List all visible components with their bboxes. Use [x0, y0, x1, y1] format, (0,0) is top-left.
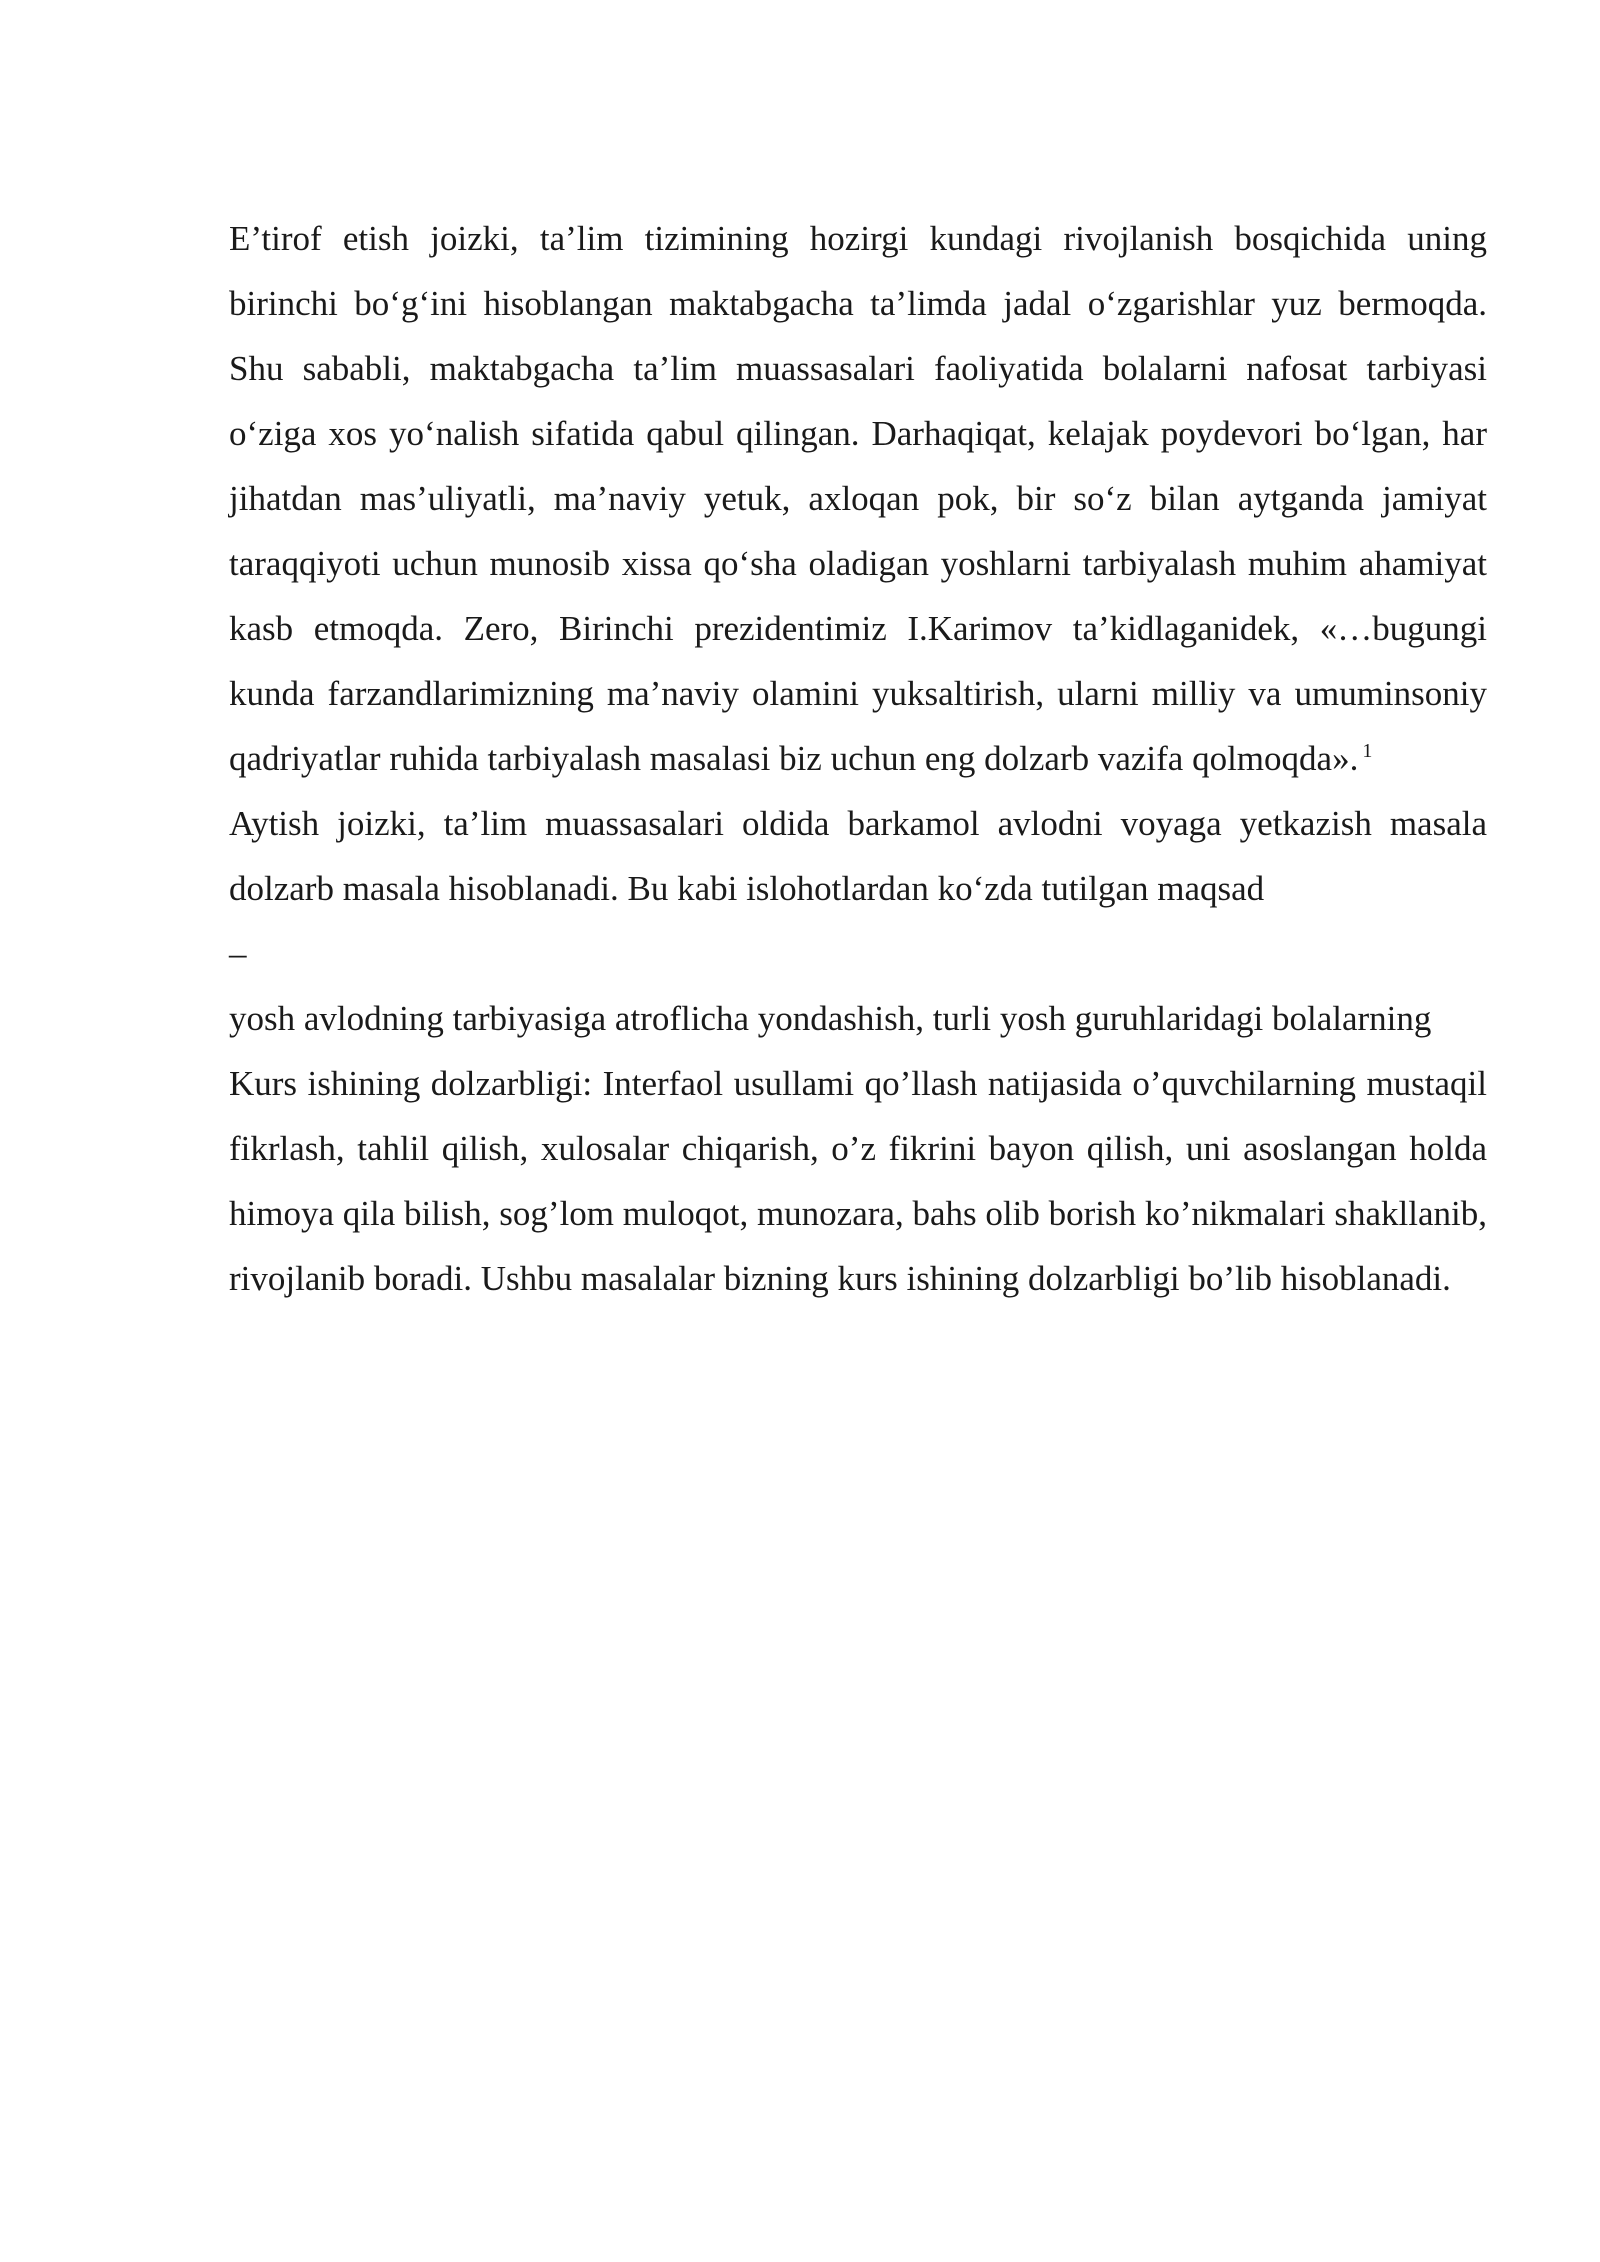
- paragraph-approach-text: yosh avlodning tarbiyasiga atroflicha yondashish, turli yosh guruhlaridagi bolalarning: [229, 999, 1432, 1038]
- paragraph-relevance: [229, 1051, 1487, 1311]
- paragraph-introduction-text: E’tirof etish joizki, ta’lim tizimining hozirgi kundagi rivojlanish bosqichida uning birinchi bo‘g‘ini hisoblangan maktabgacha ta’limda jadal o‘zgarishlar yuz bermoqda. Shu sababli, maktabgacha ta’lim muassasalari faoliyatida bolalarni nafosat tarbiyasi o‘ziga xos yo‘nalish sifatida qabul qilingan. Darhaqiqat, kelajak poydevori bo‘lgan, har jihatdan mas’uliyatli, ma’naviy yetuk, axloqan pok, bir so‘z bilan aytganda jamiyat taraqqiyoti uchun munosib xissa qo‘sha oladigan yoshlarni tarbiyalash muhim ahamiyat kasb etmoqda. Zero, Birinchi prezidentimiz I.Karimov ta’kidlaganidek, «…bugungi kunda farzandlarimizning ma’naviy olamini yuksaltirish, ularni milliy va umuminsoniy qadriyatlar ruhida tarbiyalash masalasi biz uchun eng dolzarb vazifa qolmoqda».: [229, 219, 1487, 778]
- paragraph-approach: [229, 986, 1487, 1051]
- paragraph-relevance-text: Kurs ishining dolzarbligi: Interfaol usullami qo’llash natijasida o’quvchilarning mustaqil fikrlash, tahlil qilish, xulosalar chiqarish, o’z fikrini bayon qilish, uni asoslangan holda himoya qila bilish, sog’lom muloqot, munozara, bahs olib borish ko’nikmalari shakllanib, rivojlanib boradi. Ushbu masalalar bizning kurs ishining dolzarbligi bo’lib hisoblanadi.: [229, 1064, 1487, 1298]
- body-text: [229, 206, 1487, 1311]
- footnote-reference[interactable]: 1: [1362, 740, 1373, 763]
- dash-line: –: [229, 934, 247, 973]
- paragraph-goals-text: Aytish joizki, ta’lim muassasalari oldida barkamol avlodni voyaga yetkazish masala dolzarb masala hisoblanadi. Bu kabi islohotlardan ko‘zda tutilgan maqsad: [229, 804, 1487, 908]
- paragraph-introduction: [229, 206, 1487, 791]
- paragraph-goals: [229, 791, 1487, 921]
